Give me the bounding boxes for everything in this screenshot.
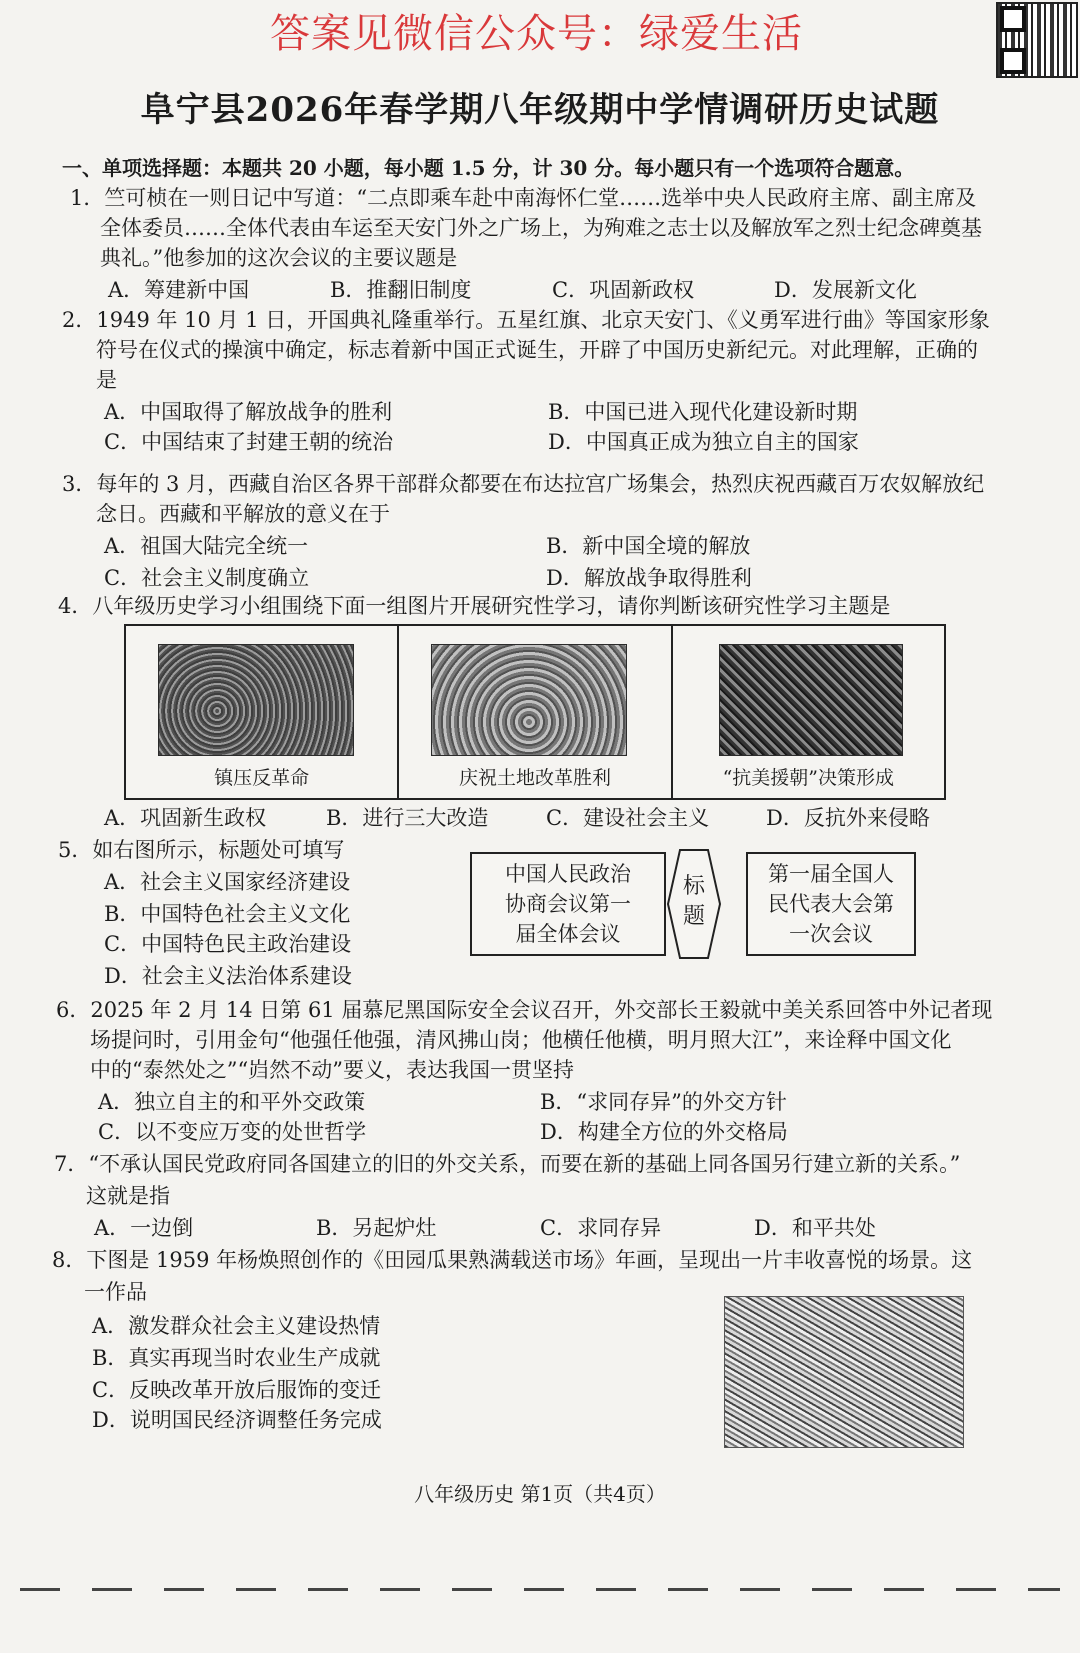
q1-option-a: A．筹建新中国 <box>108 278 250 302</box>
meeting-photo <box>719 644 903 756</box>
diagram-text: 题 <box>682 904 705 929</box>
q6-option-d: D．构建全方位的外交格局 <box>540 1120 788 1144</box>
q2-line: 2．1949 年 10 月 1 日，开国典礼隆重举行。五星红旗、北京天安门、《义勇军进行曲》等国家形象 <box>62 308 990 332</box>
q7-option-c: C．求同存异 <box>540 1216 662 1240</box>
q4-image-panel <box>124 624 946 800</box>
q3-option-b: B．新中国全境的解放 <box>546 534 751 558</box>
q6-option-c: C．以不变应万变的处世哲学 <box>98 1120 367 1144</box>
diagram-box-cppcc <box>470 852 666 956</box>
q1-option-c: C．巩固新政权 <box>552 278 695 302</box>
diagram-text: 第一届全国人 <box>768 862 894 886</box>
q3-line: 念日。西藏和平解放的意义在于 <box>96 502 390 526</box>
diagram-text: 标 <box>682 874 705 899</box>
q7-line: 7．“不承认国民党政府同各国建立的旧的外交关系，而要在新的基础上同各国另行建立新的关系。” <box>54 1152 961 1176</box>
q2-option-c: C．中国结束了封建王朝的统治 <box>104 430 394 454</box>
q8-line: 一作品 <box>84 1280 147 1304</box>
q3-option-c: C．社会主义制度确立 <box>104 566 310 590</box>
q3-option-d: D．解放战争取得胜利 <box>546 566 752 590</box>
diagram-text: 届全体会议 <box>515 922 621 946</box>
q1-option-b: B．推翻旧制度 <box>330 278 472 302</box>
q6-option-a: A．独立自主的和平外交政策 <box>98 1090 366 1114</box>
q4-image-cell <box>673 626 944 798</box>
q1-line: 全体委员……全体代表由车运至天安门外之广场上，为殉难之志士以及解放军之烈士纪念碑奠基 <box>100 216 982 240</box>
q7-option-b: B．另起炉灶 <box>316 1216 437 1240</box>
q4-caption: “抗美援朝”决策形成 <box>722 767 895 789</box>
q6-line: 6．2025 年 2 月 14 日第 61 届慕尼黑国际安全会议召开，外交部长王毅就中美关系回答中外记者现 <box>56 998 993 1022</box>
q8-option-a: A．激发群众社会主义建设热情 <box>92 1314 381 1338</box>
land-reform-photo <box>431 644 627 756</box>
q4-option-c: C．建设社会主义 <box>546 806 710 830</box>
q5-option-d: D．社会主义法治体系建设 <box>104 964 352 988</box>
q4-caption: 庆祝土地改革胜利 <box>458 767 611 789</box>
page-title: 阜宁县2026年春学期八年级期中学情调研历史试题 <box>140 90 940 130</box>
new-year-painting-image <box>724 1296 964 1448</box>
q6-line: 中的“泰然处之”“岿然不动”要义，表达我国一贯坚持 <box>90 1058 574 1082</box>
q3-option-a: A．祖国大陆完全统一 <box>104 534 309 558</box>
q2-option-b: B．中国已进入现代化建设新时期 <box>548 400 858 424</box>
q4-option-b: B．进行三大改造 <box>326 806 489 830</box>
q2-option-a: A．中国取得了解放战争的胜利 <box>104 400 393 424</box>
scan-dashes <box>20 1588 1060 1591</box>
q6-line: 场提问时，引用金句“他强任他强，清风拂山岗；他横任他横，明月照大江”，来诠释中国文化 <box>90 1028 952 1052</box>
q5-line: 5．如右图所示，标题处可填写 <box>58 838 345 862</box>
diagram-box-npc <box>746 852 916 956</box>
q3-line: 3．每年的 3 月，西藏自治区各界干部群众都要在布达拉宫广场集会，热烈庆祝西藏百万农奴解放纪 <box>62 472 985 496</box>
q7-option-a: A．一边倒 <box>94 1216 194 1240</box>
q5-option-c: C．中国特色民主政治建设 <box>104 932 352 956</box>
diagram-text: 中国人民政治 <box>505 862 631 886</box>
diagram-text: 协商会议第一 <box>505 892 631 916</box>
q1-option-d: D．发展新文化 <box>774 278 917 302</box>
section-title: 一、单项选择题：本题共 20 小题，每小题 1.5 分，计 30 分。每小题只有一个选项符合题意。 <box>62 156 915 180</box>
q8-line: 8．下图是 1959 年杨焕照创作的《田园瓜果熟满载送市场》年画，呈现出一片丰收喜悦的场景。这 <box>52 1248 973 1272</box>
q7-line: 这就是指 <box>86 1184 170 1208</box>
diagram-text: 民代表大会第 <box>768 892 894 916</box>
diagram-text: 一次会议 <box>789 922 873 946</box>
q2-line: 是 <box>96 368 117 392</box>
q1-line: 典礼。”他参加的这次会议的主要议题是 <box>100 246 458 270</box>
q4-option-d: D．反抗外来侵略 <box>766 806 930 830</box>
q8-option-c: C．反映改革开放后服饰的变迁 <box>92 1378 382 1402</box>
wechat-banner: 答案见微信公众号：绿爱生活 <box>270 11 803 57</box>
q2-option-d: D．中国真正成为独立自主的国家 <box>548 430 859 454</box>
q6-option-b: B．“求同存异”的外交方针 <box>540 1090 787 1114</box>
q4-line: 4．八年级历史学习小组围绕下面一组图片开展研究性学习，请你判断该研究性学习主题是 <box>58 594 891 618</box>
diagram-title-label <box>674 872 714 932</box>
q8-option-b: B．真实再现当时农业生产成就 <box>92 1346 381 1370</box>
page-footer: 八年级历史 第1页（共4页） <box>414 1482 666 1506</box>
q8-option-d: D．说明国民经济调整任务完成 <box>92 1408 382 1432</box>
q2-line: 符号在仪式的操演中确定，标志着新中国正式诞生，开辟了中国历史新纪元。对此理解，正确的 <box>96 338 978 362</box>
rally-photo <box>158 644 354 756</box>
q7-option-d: D．和平共处 <box>754 1216 876 1240</box>
q1-line: 1．竺可桢在一则日记中写道：“二点即乘车赴中南海怀仁堂……选举中央人民政府主席、副主席及 <box>70 186 977 210</box>
q4-option-a: A．巩固新生政权 <box>104 806 267 830</box>
q5-option-a: A．社会主义国家经济建设 <box>104 870 351 894</box>
q4-caption: 镇压反革命 <box>214 767 310 789</box>
q5-option-b: B．中国特色社会主义文化 <box>104 902 351 926</box>
q4-image-cell <box>399 626 672 798</box>
q4-image-cell <box>126 626 399 798</box>
qr-code-icon <box>996 2 1078 78</box>
